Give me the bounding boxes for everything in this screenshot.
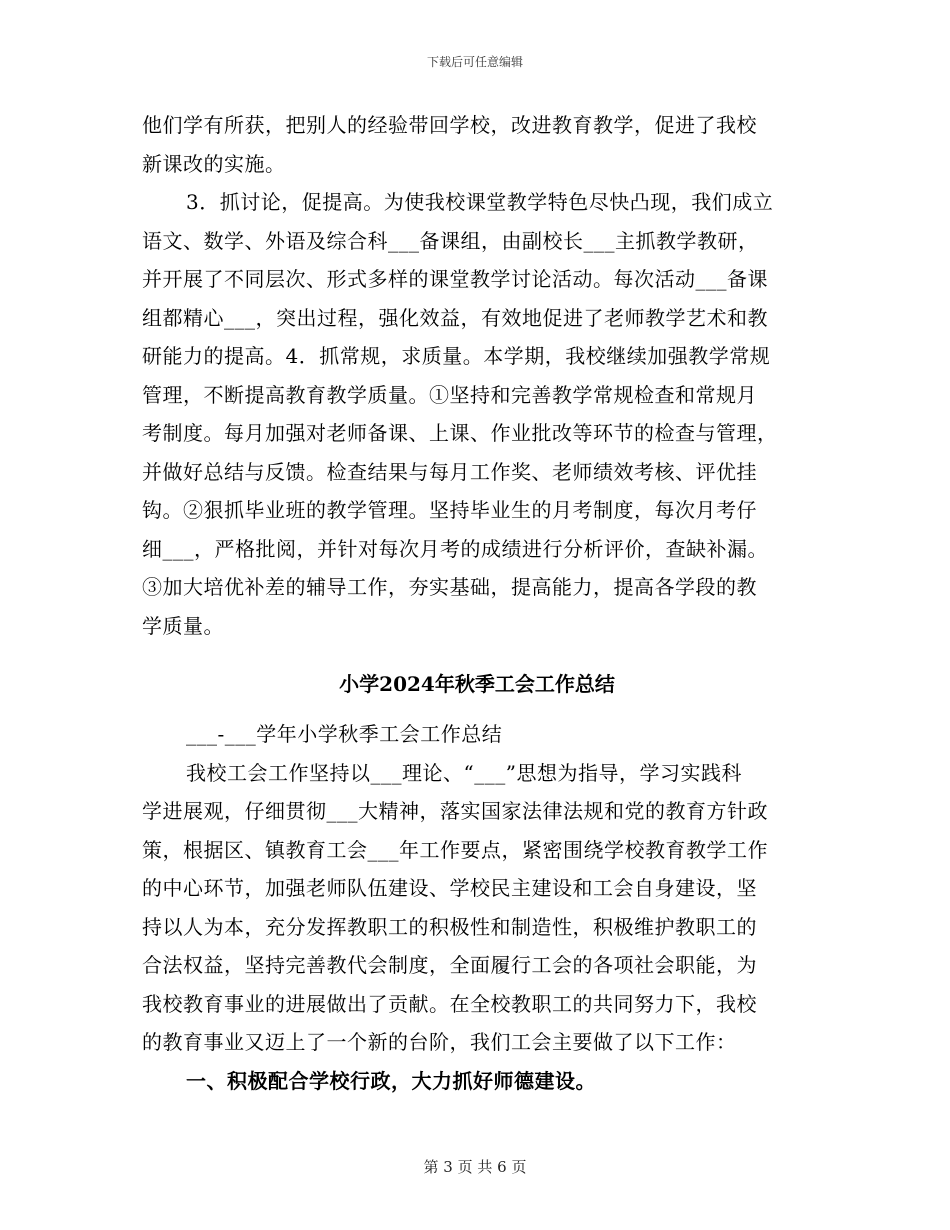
text-line: 细___，严格批阅，并针对每次月考的成绩进行分析评价，查缺补漏。 bbox=[142, 536, 768, 561]
text-line: 的教育事业又迈上了一个新的台阶，我们工会主要做了以下工作： bbox=[142, 1030, 737, 1054]
text-line: 持以人为本，充分发挥教职工的积极性和制造性，积极维护教职工的 bbox=[142, 914, 757, 939]
text-line: 的中心环节，加强老师队伍建设、学校民主建设和工会自身建设，坚 bbox=[142, 876, 757, 900]
text-line: 合法权益，坚持完善教代会制度，全面履行工会的各项社会职能，为 bbox=[142, 953, 757, 977]
text-line: 钩。②狠抓毕业班的教学管理。坚持毕业生的月考制度，每次月考仔 bbox=[142, 498, 757, 522]
text-line: 并做好总结与反馈。检查结果与每月工作奖、老师绩效考核、评优挂 bbox=[142, 459, 757, 484]
subtitle: ___-___学年小学秋季工会工作总结 bbox=[186, 722, 503, 746]
text-line: 研能力的提高。4．抓常规，求质量。本学期，我校继续加强教学常规 bbox=[142, 344, 771, 368]
text-line: 策，根据区、镇教育工会___年工作要点，紧密围绕学校教育教学工作 bbox=[142, 837, 768, 862]
text-line: 考制度。每月加强对老师备课、上课、作业批改等环节的检查与管理， bbox=[142, 421, 778, 445]
text-line: 并开展了不同层次、形式多样的课堂教学讨论活动。每次活动___备课 bbox=[142, 267, 768, 291]
text-line: 组都精心___，突出过程，强化效益，有效地促进了老师教学艺术和教 bbox=[142, 305, 768, 330]
text-line: 学进展观，仔细贯彻___大精神，落实国家法律法规和党的教育方针政 bbox=[142, 799, 768, 823]
text-line: 3．抓讨论，促提高。为使我校课堂教学特色尽快凸现，我们成立 bbox=[186, 190, 774, 214]
document-body bbox=[142, 106, 812, 1100]
text-line: 他们学有所获，把别人的经验带回学校，改进教育教学，促进了我校 bbox=[142, 113, 757, 137]
text-line: 语文、数学、外语及综合科___备课组，由副校长___主抓教学教研， bbox=[142, 228, 759, 253]
text-line: 我校工会工作坚持以___理论、“___”思想为指导，学习实践科 bbox=[186, 760, 742, 785]
section-heading: 一、积极配合学校行政，大力抓好师德建设。 bbox=[186, 1068, 596, 1093]
text-line: ③加大培优补差的辅导工作，夯实基础，提高能力，提高各学段的教 bbox=[142, 575, 757, 599]
section-title: 小学2024年秋季工会工作总结 bbox=[339, 672, 615, 696]
text-line: 我校教育事业的进展做出了贡献。在全校教职工的共同努力下，我校 bbox=[142, 991, 757, 1016]
text-line: 新课改的实施。 bbox=[142, 151, 286, 176]
page-footer: 第 3 页 共 6 页 bbox=[423, 1158, 527, 1176]
text-line: 学质量。 bbox=[142, 613, 224, 638]
page-header: 下载后可任意编辑 bbox=[426, 55, 523, 69]
text-line: 管理，不断提高教育教学质量。①坚持和完善教学常规检查和常规月 bbox=[142, 382, 757, 407]
